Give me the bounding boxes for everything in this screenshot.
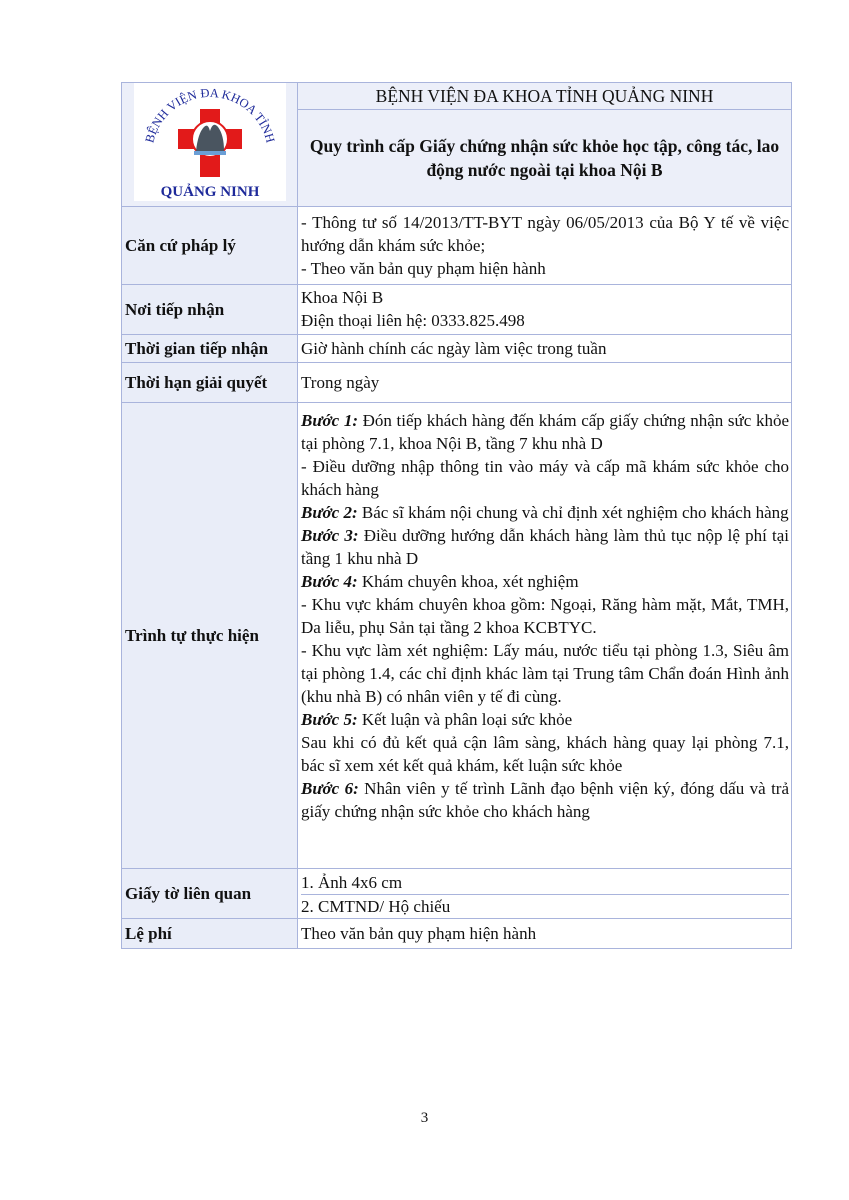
procedure-step: Bước 1: Đón tiếp khách hàng đến khám cấp giấy chứng nhận sức khỏe tại phòng 7.1, khoa Nội B, tầng 7 khu nhà D [301,411,789,453]
reception-place-label: Nơi tiếp nhận [122,285,298,335]
legal-basis-value [298,207,792,285]
reception-place-line: Khoa Nội B [301,288,384,307]
procedure-step: Bước 5: Kết luận và phân loại sức khỏe [301,710,573,729]
page-number: 3 [420,1110,429,1126]
procedure-step: - Điều dưỡng nhập thông tin vào máy và cấp mã khám sức khỏe cho khách hàng [301,457,789,499]
related-document-item: 1. Ảnh 4x6 cm [301,873,403,892]
procedure-table [121,82,792,949]
procedure-step: Bước 6: Nhân viên y tế trình Lãnh đạo bệnh viện ký, đóng dấu và trả giấy chứng nhận sức khỏe cho khách hàng [301,779,789,821]
procedure-title: Quy trình cấp Giấy chứng nhận sức khỏe học tập, công tác, lao động nước ngoài tại khoa Nội B [298,110,792,207]
legal-basis-label: Căn cứ pháp lý [122,207,298,285]
legal-basis-line: - Theo văn bản quy phạm hiện hành [301,259,546,278]
legal-basis-line: - Thông tư số 14/2013/TT-BYT ngày 06/05/2013 của Bộ Y tế về việc hướng dẫn khám sức khỏe; [301,213,789,255]
svg-text:BỆNH VIỆN ĐA KHOA TỈNH: BỆNH VIỆN ĐA KHOA TỈNH [141,85,278,145]
logo-cell [122,83,298,207]
procedure-step: Bước 4: Khám chuyên khoa, xét nghiệm [301,572,579,591]
procedure-steps [298,403,792,869]
processing-time-label: Thời hạn giải quyết [122,363,298,403]
reception-time-value: Giờ hành chính các ngày làm việc trong tuần [298,335,792,363]
hospital-logo-icon [134,83,286,201]
reception-place-value [298,285,792,335]
reception-place-line: Điện thoại liên hệ: 0333.825.498 [301,311,525,330]
related-documents-label: Giấy tờ liên quan [122,869,298,919]
procedure-step: Bước 2: Bác sĩ khám nội chung và chỉ định xét nghiệm cho khách hàng [301,503,789,522]
hospital-name: BỆNH VIỆN ĐA KHOA TỈNH QUẢNG NINH [298,83,792,110]
procedure-label: Trình tự thực hiện [122,403,298,869]
related-document-item: 2. CMTND/ Hộ chiếu [301,894,789,918]
svg-text:QUẢNG NINH: QUẢNG NINH [160,184,259,200]
fee-value: Theo văn bản quy phạm hiện hành [298,919,792,949]
fee-label: Lệ phí [122,919,298,949]
procedure-step: - Khu vực khám chuyên khoa gồm: Ngoại, Răng hàm mặt, Mắt, TMH, Da liễu, phụ Sản tại tầng 2 khoa KCBTYC. [301,595,789,637]
procedure-step: Bước 3: Điều dưỡng hướng dẫn khách hàng làm thủ tục nộp lệ phí tại tầng 1 khu nhà D [301,526,789,568]
reception-time-label: Thời gian tiếp nhận [122,335,298,363]
related-documents-value [298,869,792,919]
procedure-step: - Khu vực làm xét nghiệm: Lấy máu, nước tiểu tại phòng 1.3, Siêu âm tại phòng 1.4, các chỉ định khác làm tại Trung tâm Chẩn đoán Hình ảnh (khu nhà B) có nhân viên y tế đi cùng. [301,641,789,706]
processing-time-value: Trong ngày [298,363,792,403]
procedure-step: Sau khi có đủ kết quả cận lâm sàng, khách hàng quay lại phòng 7.1, bác sĩ xem xét kết quả khám, kết luận sức khỏe [301,733,789,775]
